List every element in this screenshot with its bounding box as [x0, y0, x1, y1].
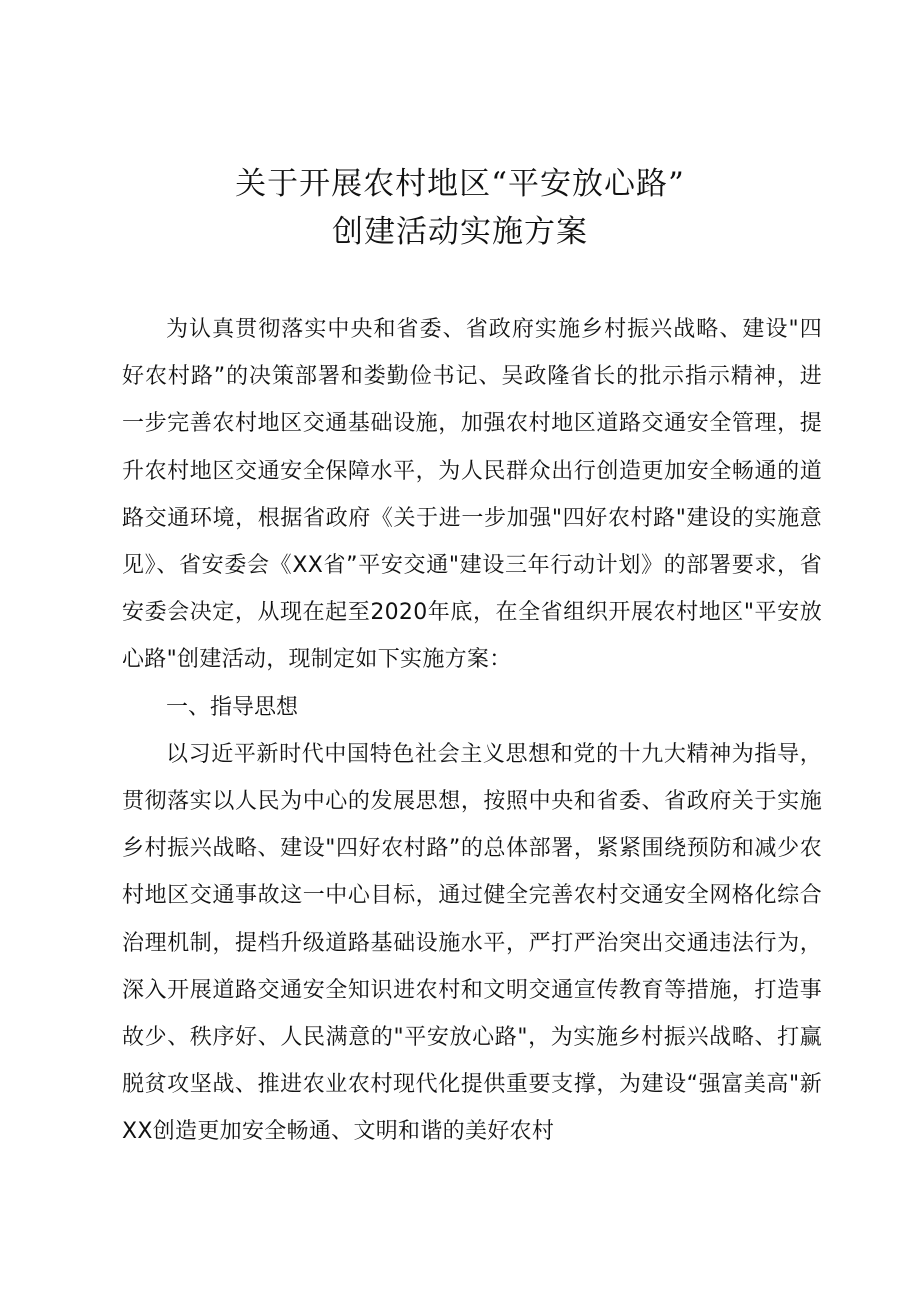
title-line-2: 创建活动实施方案	[332, 214, 588, 250]
intro-paragraph: 为认真贯彻落实中央和省委、省政府实施乡村振兴战略、建设"四好农村路”的决策部署和娄勤俭书记、吴政隆省长的批示指示精神，进一步完善农村地区交通基础设施，加强农村地区道路交通安全管理，提升农村地区交通安全保障水平，为人民群众出行创造更加安全畅通的道路交通环境，根据省政府《关于进一步加强"四好农村路"建设的实施意见》、省安委会《XX省”平安交通"建设三年行动计划》的部署要求，省安委会决定，从现在起至2020年底，在全省组织开展农村地区"平安放心路"创建活动，现制定如下实施方案：	[122, 317, 822, 673]
title-line-1: 关于开展农村地区“平安放心路”	[235, 166, 685, 202]
guiding-ideology-paragraph: 以习近平新时代中国特色社会主义思想和党的十九大精神为指导，贯彻落实以人民为中心的发展思想，按照中央和省委、省政府关于实施乡村振兴战略、建设"四好农村路”的总体部署，紧紧围绕预防和减少农村地区交通事故这一中心目标，通过健全完善农村交通安全网格化综合治理机制，提档升级道路基础设施水平，严打严治突出交通违法行为，深入开展道路交通安全知识进农村和文明交通宣传教育等措施，打造事故少、秩序好、人民满意的"平安放心路"，为实施乡村振兴战略、打赢脱贫攻坚战、推进农业农村现代化提供重要支撑，为建设“强富美高"新XX创造更加安全畅通、文明和谐的美好农村	[122, 741, 822, 1145]
document-body	[122, 306, 822, 1156]
document-title	[0, 160, 920, 256]
section-heading-guiding-ideology: 一、指导思想	[166, 694, 299, 720]
